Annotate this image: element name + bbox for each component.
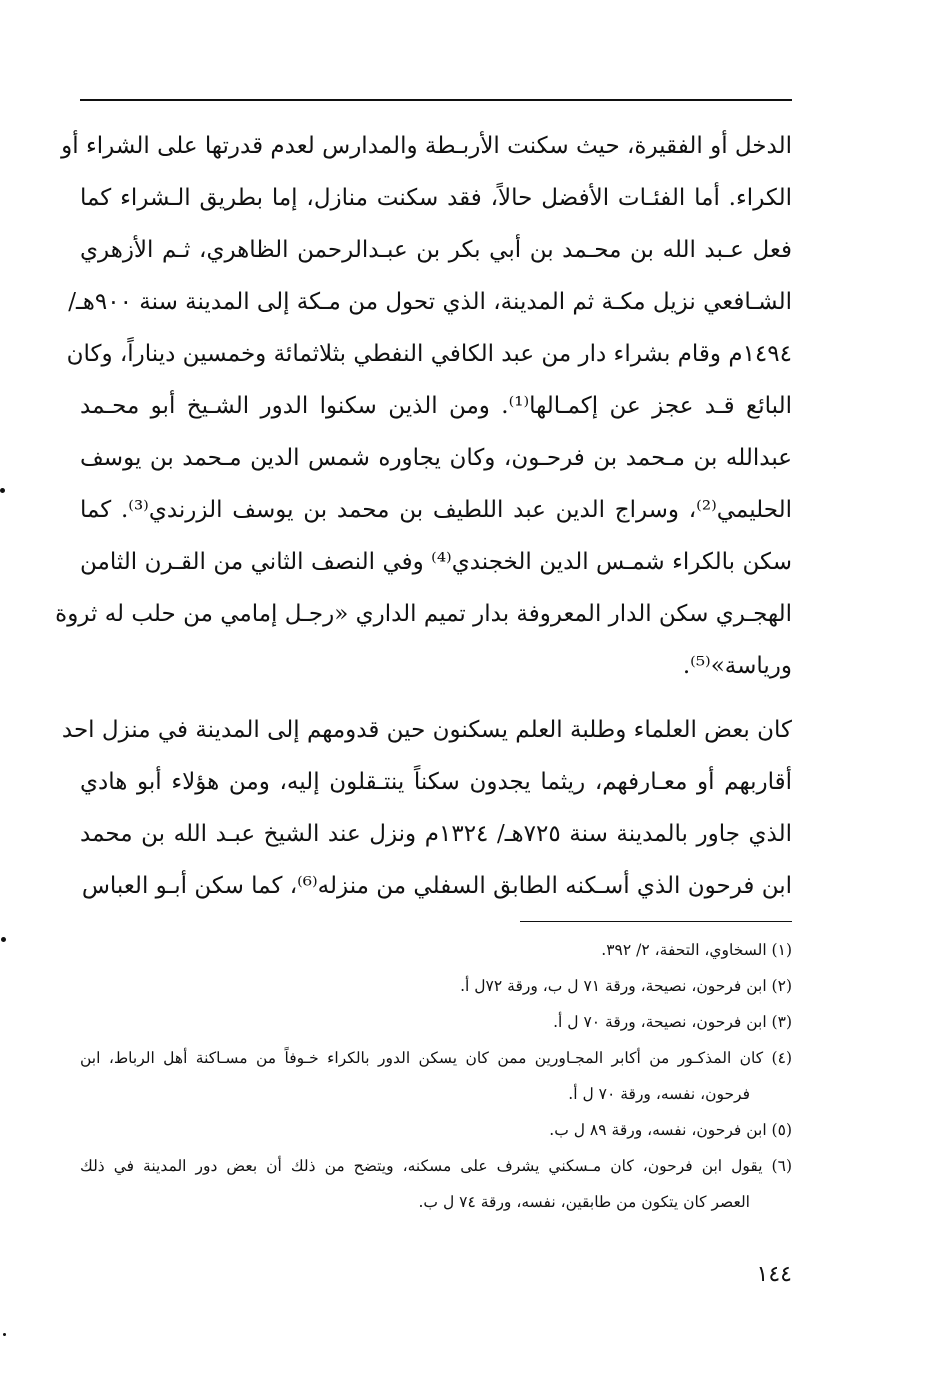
text-line: الكراء. أما الفئـات الأفضل حالاً، فقد سكنت منازل، إما بطريق الـشراء كما: [80, 185, 792, 211]
footnote-3: [80, 1004, 792, 1040]
footnotes: [80, 932, 792, 1220]
text-line: أقاربهم أو معـارفهم، ريثما يجدون سكناً ينتـقلون إليه، ومن هؤلاء أبو هادي: [80, 769, 792, 795]
footnote-line: (٤) كان المذكـور من أكابر المجـاورين ممن كان يسكن الدور بالكراء خـوفاً من مسـاكنة أهل الرباط، ابن: [80, 1049, 792, 1067]
footnote-1: [80, 932, 792, 968]
footnote-line: (٥) ابن فرحون، نفسه، ورقة ٨٩ ل ب.: [549, 1121, 792, 1139]
scan-speck: [3, 1333, 6, 1336]
text-line: عبدالله بن مـحمد بن فرحـون، وكان يجاوره شمس الدين مـحمد بن يوسف: [80, 445, 792, 471]
text-line: الحليمي⁽²⁾، وسراج الدين عبد اللطيف بن محمد بن يوسف الزرندي⁽³⁾. كما: [80, 497, 792, 523]
text-line: الدخل أو الفقيرة، حيث سكنت الأربـطة والمدارس لعدم قدرتها على الشراء أو: [61, 133, 792, 159]
footnote-5: [80, 1112, 792, 1148]
text-line: الهجـري سكن الدار المعروفة بدار تميم الداري «رجـل إمامي من حلب له ثروة: [55, 601, 792, 627]
footnote-line: (٣) ابن فرحون، نصيحة، ورقة ٧٠ ل أ.: [553, 1013, 792, 1031]
text-line: ورياسة»⁽⁵⁾.: [682, 653, 792, 679]
paragraph-1: [55, 120, 792, 692]
footnote-6: [80, 1148, 792, 1220]
page-number: ١٤٤: [756, 1262, 792, 1287]
text-line: الذي جاور بالمدينة سنة ٧٢٥هـ/ ١٣٢٤م ونزل عند الشيخ عبـد الله بن محمد: [80, 821, 792, 847]
text-line: فعل عـبد الله بن محـمد بن أبي بكر بن عبـدالرحمن الظاهري، ثـم الأزهري: [80, 237, 792, 263]
footnote-line: العصر كان يتكون من طابقين، نفسه، ورقة ٧٤ ل ب.: [418, 1193, 750, 1211]
text-line: سكن بالكراء شمـس الدين الخجندي⁽⁴⁾ وفي النصف الثاني من القـرن الثامن: [80, 549, 792, 575]
scan-speck: [1, 937, 6, 942]
text-line: ابن فرحون الذي أسـكنه الطابق السفلي من منزله⁽⁶⁾، كما سكن أبـو العباس: [81, 873, 792, 899]
text-line: ١٤٩٤م وقام بشراء دار من عبد الكافي النفطي بثلاثمائة وخمسين ديناراً، وكان: [66, 341, 792, 367]
main-text: [55, 120, 792, 912]
footnote-rule: [520, 921, 792, 922]
text-line: الشـافعي نزيل مكـة ثم المدينة، الذي تحول من مـكة إلى المدينة سنة ٩٠٠هـ/: [68, 289, 792, 315]
footnote-4: [80, 1040, 792, 1112]
footnote-line: (٢) ابن فرحون، نصيحة، ورقة ٧١ ل ب، ورقة ٧٢ل أ.: [460, 977, 792, 995]
footnote-line: فرحون، نفسه، ورقة ٧٠ ل أ.: [568, 1085, 750, 1103]
header-rule: [80, 99, 792, 101]
text-line: البائع قـد عجز عن إكمـالها⁽¹⁾. ومن الذين سكنوا الدور الشـيخ أبو محـمد: [80, 393, 792, 419]
text-line: كان بعض العلماء وطلبة العلم يسكنون حين قدومهم إلى المدينة في منزل احد: [61, 717, 792, 743]
paragraph-2: [61, 704, 792, 912]
scan-speck: [0, 488, 5, 493]
footnote-line: (١) السخاوي، التحفة، ٢/ ٣٩٢.: [601, 941, 792, 959]
footnote-line: (٦) يقول ابن فرحون، كان مـسكني يشرف على مسكنه، ويتضح من ذلك أن بعض دور المدينة في ذلك: [80, 1157, 792, 1175]
footnote-2: [80, 968, 792, 1004]
